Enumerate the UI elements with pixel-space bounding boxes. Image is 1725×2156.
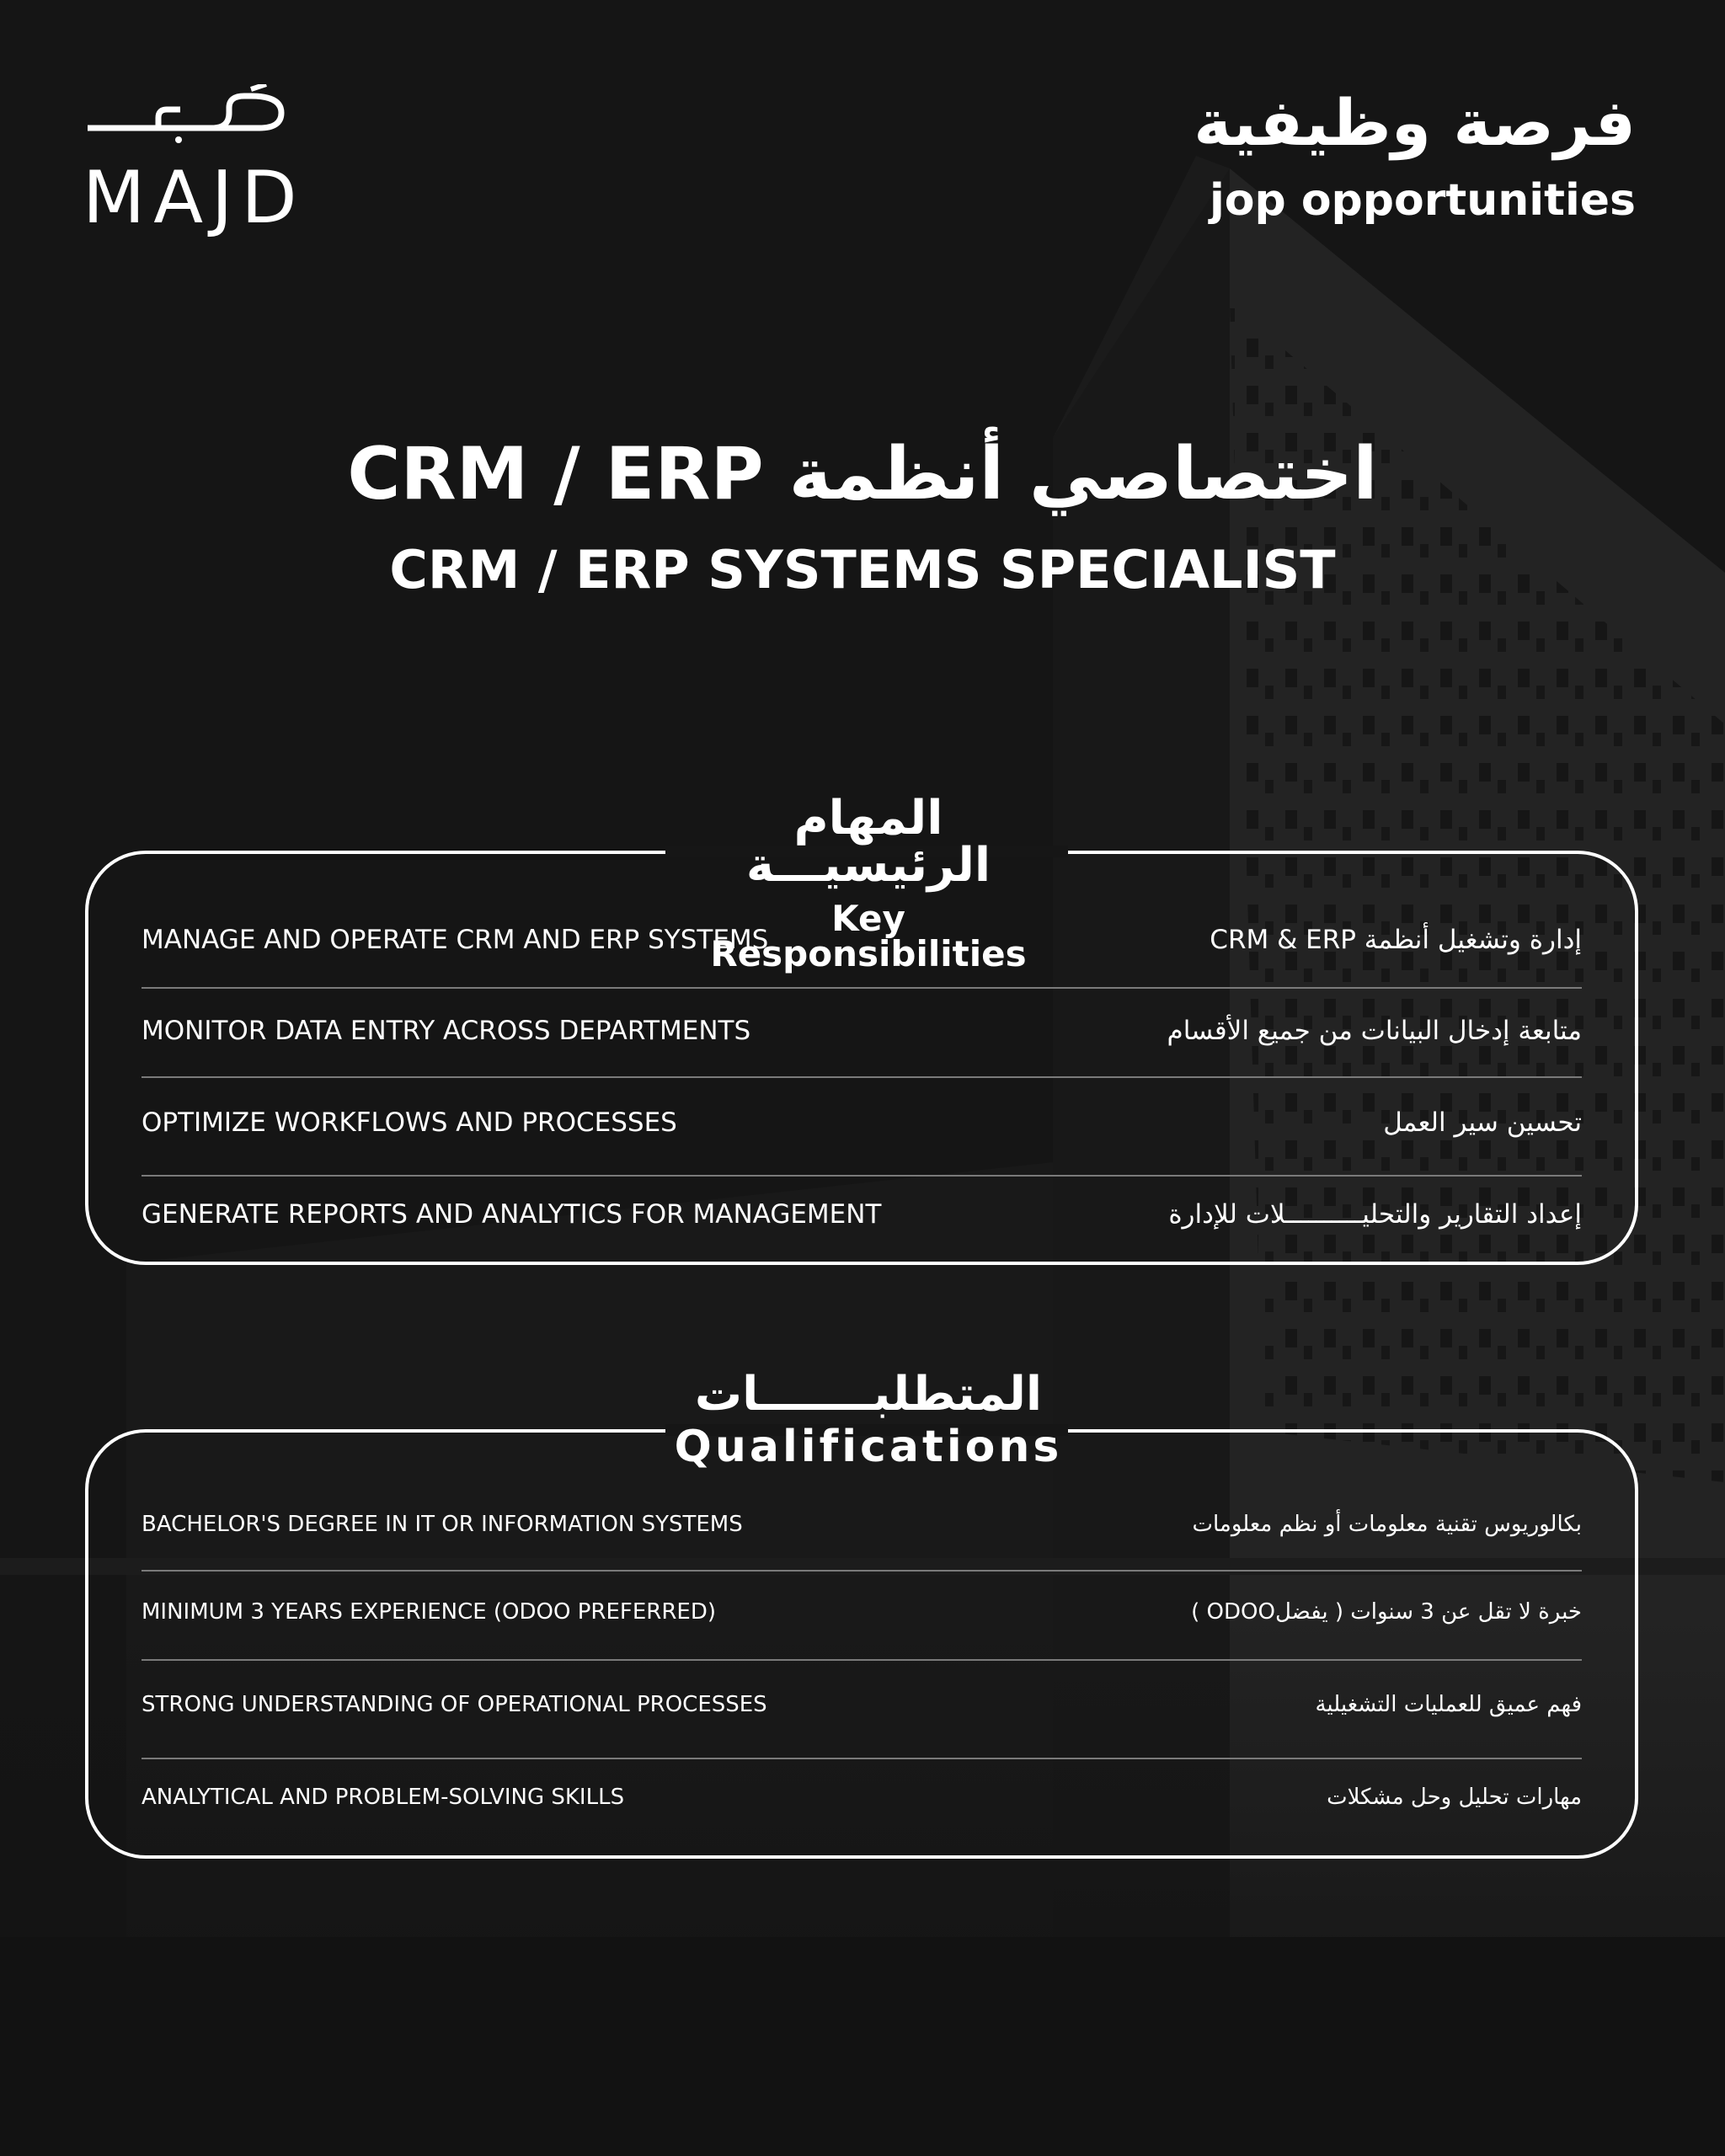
responsibility-arabic: تحسين سير العمل: [1383, 1107, 1582, 1138]
qualification-arabic: بكالوريوس تقنية معلومات أو نظم معلومات: [1192, 1512, 1582, 1537]
qualification-row: [142, 1679, 1582, 1730]
responsibility-arabic: متابعة إدخال البيانات من جميع الأقسام: [1167, 1016, 1582, 1046]
responsibilities-heading-english: Key Responsibilities: [710, 898, 1027, 974]
qualification-arabic: فهم عميق للعمليات التشغيلية: [1315, 1692, 1582, 1717]
qualification-english: ANALYTICAL AND PROBLEM-SOLVING SKILLS: [142, 1785, 625, 1810]
responsibility-arabic: إعداد التقارير والتحليــــــــــلات للإدارة: [1168, 1199, 1582, 1230]
majd-latin-wordmark: MAJD: [83, 156, 306, 240]
row-divider: [142, 1758, 1582, 1759]
row-divider: [142, 1175, 1582, 1177]
row-divider: [142, 1076, 1582, 1078]
responsibility-arabic: إدارة وتشغيل أنظمة CRM & ERP: [1210, 925, 1582, 955]
qualifications-heading: [669, 1367, 1068, 1472]
responsibility-english: GENERATE REPORTS AND ANALYTICS FOR MANAGEMENT: [142, 1199, 882, 1230]
job-title-arabic: اختصاصي أنظمة CRM / ERP: [347, 432, 1378, 516]
qualifications-heading-arabic: المتطلبـــــــات: [694, 1367, 1043, 1422]
job-tag-arabic: فرصة وظيفية: [1194, 85, 1636, 160]
majd-arabic-logo-mark: [86, 84, 288, 143]
qualification-english: STRONG UNDERSTANDING OF OPERATIONAL PROCESSES: [142, 1692, 767, 1717]
responsibility-english: MANAGE AND OPERATE CRM AND ERP SYSTEMS: [142, 925, 769, 955]
qualification-arabic: مهارات تحليل وحل مشكلات: [1327, 1785, 1582, 1810]
responsibilities-heading-arabic: المهام الرئيسيـــة: [745, 791, 991, 893]
job-tag-english: jop opportunities: [1209, 175, 1636, 226]
qualification-english: BACHELOR'S DEGREE IN IT OR INFORMATION SYSTEMS: [142, 1512, 743, 1537]
responsibility-row: [142, 1189, 1582, 1240]
responsibility-row: [142, 915, 1582, 965]
qualification-row: [142, 1499, 1582, 1550]
row-divider: [142, 1659, 1582, 1661]
responsibility-english: MONITOR DATA ENTRY ACROSS DEPARTMENTS: [142, 1016, 751, 1046]
qualification-row: [142, 1772, 1582, 1822]
job-opportunity-tag: [1194, 85, 1636, 226]
responsibility-row: [142, 1006, 1582, 1056]
majd-logo: [83, 84, 306, 240]
qualification-row: [142, 1587, 1582, 1637]
row-divider: [142, 987, 1582, 989]
qualifications-heading-english: Qualifications: [674, 1422, 1063, 1472]
responsibility-row: [142, 1097, 1582, 1148]
qualification-english: MINIMUM 3 YEARS EXPERIENCE (ODOO PREFERRED): [142, 1599, 717, 1625]
qualification-arabic: خبرة لا تقل عن 3 سنوات ( يفضلODOO ): [1191, 1599, 1582, 1625]
responsibility-english: OPTIMIZE WORKFLOWS AND PROCESSES: [142, 1107, 677, 1138]
job-title-english: CRM / ERP SYSTEMS SPECIALIST: [389, 539, 1336, 600]
row-divider: [142, 1570, 1582, 1572]
